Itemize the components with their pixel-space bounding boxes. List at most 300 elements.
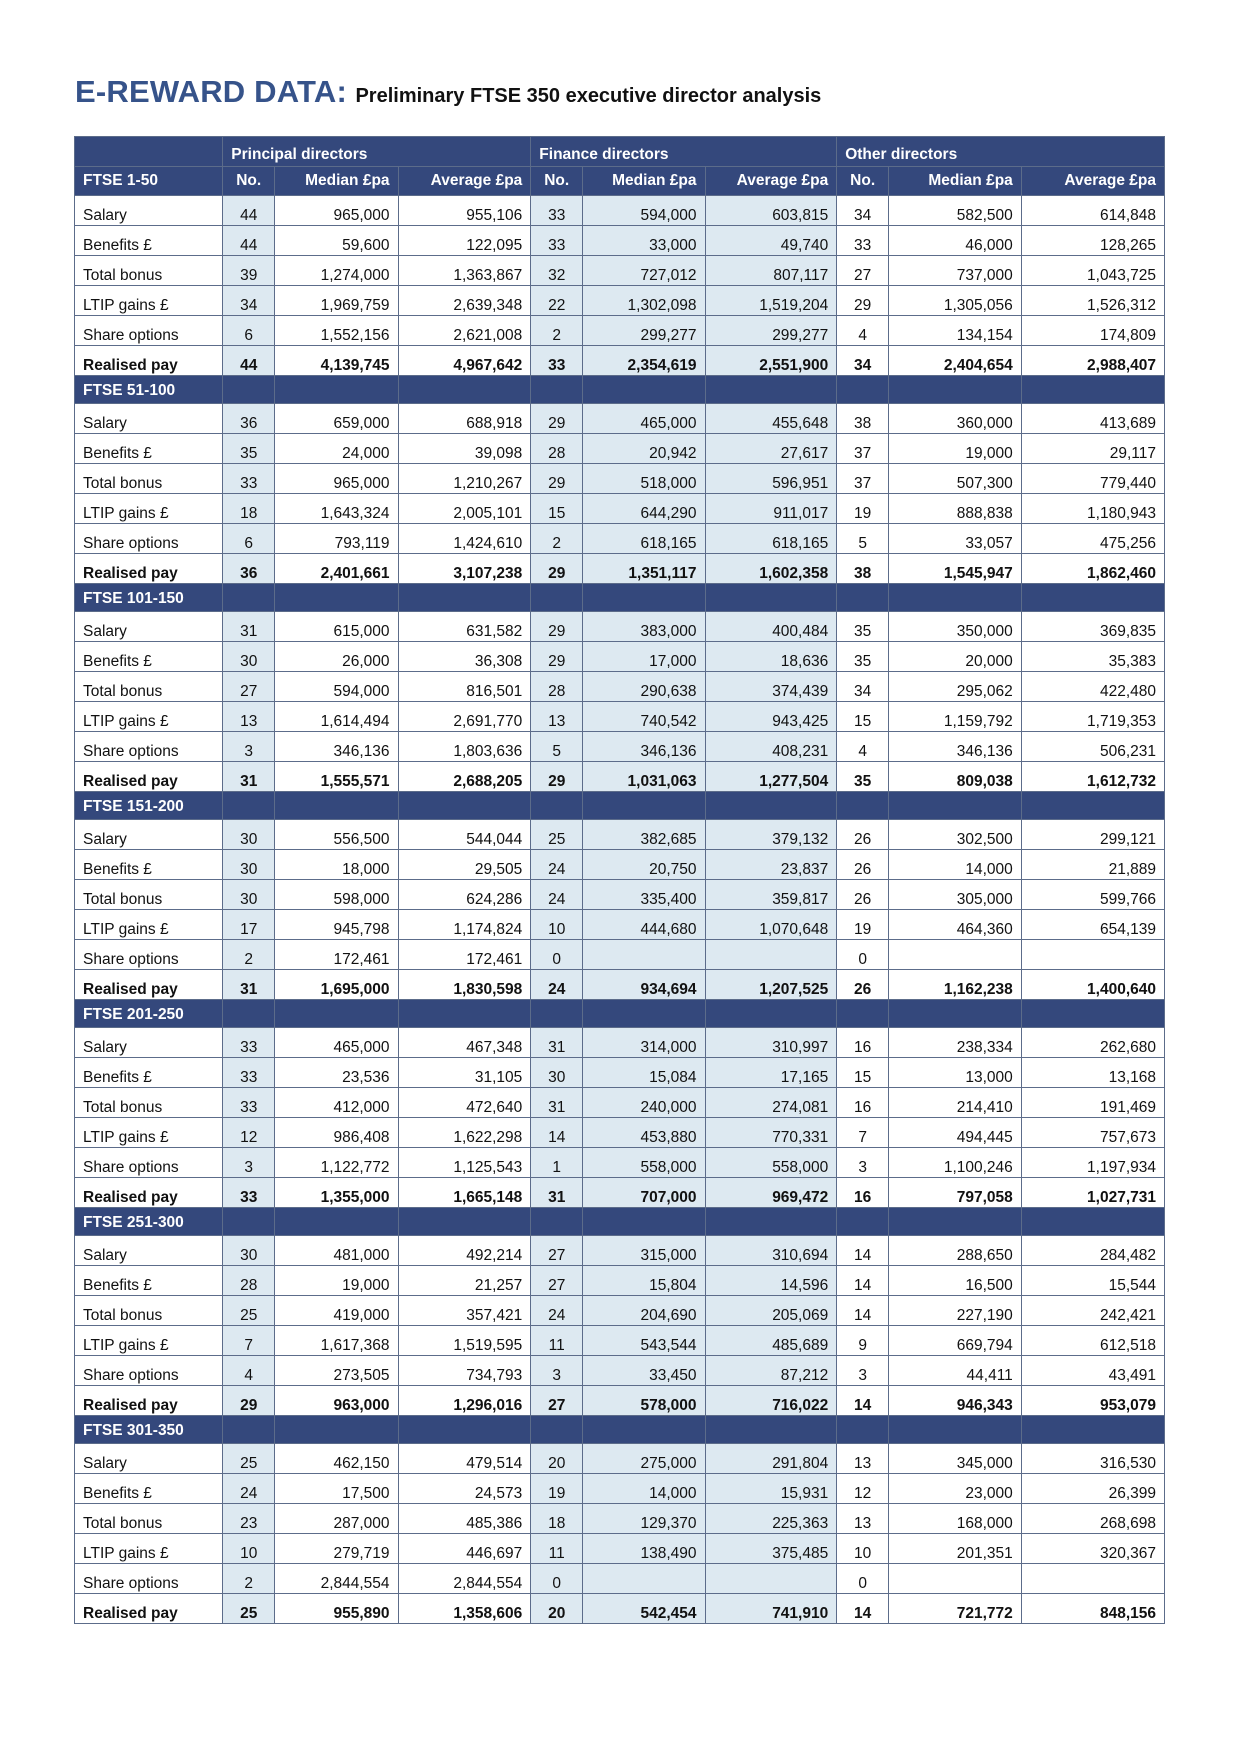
table-cell: 14 [531,1118,583,1148]
row-label: LTIP gains £ [75,702,223,732]
section-header-row [75,584,1165,612]
table-cell: 13 [531,702,583,732]
row-label: Share options [75,1148,223,1178]
table-cell: 422,480 [1021,672,1164,702]
table-cell: 29 [531,642,583,672]
table-cell: 205,069 [705,1296,837,1326]
table-cell: 1,174,824 [398,910,531,940]
table-cell: 1,519,204 [705,286,837,316]
table-cell: 36 [223,554,275,584]
row-label: Share options [75,940,223,970]
table-cell: 15,931 [705,1474,837,1504]
section-header-cell [583,584,705,612]
table-cell: 22 [531,286,583,316]
table-cell: 335,400 [583,880,705,910]
table-cell: 507,300 [889,464,1022,494]
table-cell: 543,544 [583,1326,705,1356]
table-cell: 969,472 [705,1178,837,1208]
table-cell: 1,031,063 [583,762,705,792]
section-header-cell [223,1416,275,1444]
table-cell: 350,000 [889,612,1022,642]
table-cell: 618,165 [583,524,705,554]
section-header-cell [583,1000,705,1028]
table-cell: 1,305,056 [889,286,1022,316]
table-cell: 204,690 [583,1296,705,1326]
table-cell: 7 [223,1326,275,1356]
row-label: Share options [75,524,223,554]
section-header-row [75,1416,1165,1444]
table-cell: 5 [837,524,889,554]
table-cell: 30 [531,1058,583,1088]
table-cell: 13,000 [889,1058,1022,1088]
table-cell: 446,697 [398,1534,531,1564]
section-header-cell [889,1208,1022,1236]
row-label: Total bonus [75,464,223,494]
table-cell: 29 [531,612,583,642]
table-cell: 14 [837,1296,889,1326]
table-cell: 30 [223,1236,275,1266]
table-row [75,820,1165,850]
table-cell: 33 [531,196,583,226]
group-header-row [75,137,1165,167]
table-cell: 24 [531,850,583,880]
table-cell: 30 [223,642,275,672]
table-row [75,910,1165,940]
table-body [75,196,1165,1624]
section-header-cell [583,792,705,820]
table-cell: 14,596 [705,1266,837,1296]
section-header-cell [889,1416,1022,1444]
section-header-cell [705,792,837,820]
table-cell: 34 [837,196,889,226]
table-cell: 35,383 [1021,642,1164,672]
table-cell: 1,100,246 [889,1148,1022,1178]
table-cell: 35 [223,434,275,464]
table-cell: 1,614,494 [275,702,398,732]
section-header-cell [398,376,531,404]
table-cell: 28 [531,434,583,464]
table-cell: 13 [837,1504,889,1534]
table-cell: 3 [223,732,275,762]
table-cell: 27 [223,672,275,702]
row-label: Salary [75,612,223,642]
table-row [75,1296,1165,1326]
table-cell: 11 [531,1326,583,1356]
table-cell: 174,809 [1021,316,1164,346]
table-cell: 168,000 [889,1504,1022,1534]
table-cell: 33 [223,1178,275,1208]
table-cell: 603,815 [705,196,837,226]
table-cell: 716,022 [705,1386,837,1416]
reward-table [74,136,1165,1624]
section-header-cell [889,376,1022,404]
row-label: Benefits £ [75,1266,223,1296]
col-average: Average £pa [705,167,837,196]
table-cell: 23,000 [889,1474,1022,1504]
table-cell: 518,000 [583,464,705,494]
table-cell: 1,355,000 [275,1178,398,1208]
table-cell: 1,617,368 [275,1326,398,1356]
table-cell: 1,424,610 [398,524,531,554]
row-label: Realised pay [75,970,223,1000]
table-cell: 0 [837,1564,889,1594]
table-cell: 33 [223,1088,275,1118]
table-cell: 741,910 [705,1594,837,1624]
table-cell: 305,000 [889,880,1022,910]
row-label: Total bonus [75,672,223,702]
table-cell: 15,544 [1021,1266,1164,1296]
table-cell: 31 [223,612,275,642]
row-label: Total bonus [75,1504,223,1534]
row-label: Benefits £ [75,850,223,880]
table-cell: 465,000 [583,404,705,434]
section-header-cell [837,584,889,612]
table-cell: 35 [837,642,889,672]
section-label-ftse-1-50: FTSE 1-50 [75,167,223,196]
section-header-cell [705,1208,837,1236]
table-cell: 33,000 [583,226,705,256]
table-cell: 24,000 [275,434,398,464]
table-cell: 16 [837,1088,889,1118]
table-cell: 9 [837,1326,889,1356]
table-cell: 986,408 [275,1118,398,1148]
table-row [75,1178,1165,1208]
table-cell: 134,154 [889,316,1022,346]
table-cell: 1,358,606 [398,1594,531,1624]
table-cell: 18,000 [275,850,398,880]
table-cell: 955,106 [398,196,531,226]
table-cell: 227,190 [889,1296,1022,1326]
table-cell: 2 [531,316,583,346]
table-cell: 6 [223,316,275,346]
section-header-cell [275,1416,398,1444]
table-cell [583,940,705,970]
table-cell: 1,351,117 [583,554,705,584]
table-cell: 1,803,636 [398,732,531,762]
table-cell: 14 [837,1266,889,1296]
table-cell: 14 [837,1236,889,1266]
table-cell: 19 [837,910,889,940]
section-header-cell [837,1208,889,1236]
row-label: Realised pay [75,1594,223,1624]
table-cell: 383,000 [583,612,705,642]
table-cell: 594,000 [583,196,705,226]
table-row [75,524,1165,554]
table-cell: 191,469 [1021,1088,1164,1118]
row-label: Benefits £ [75,1474,223,1504]
table-row [75,1356,1165,1386]
section-header-cell [531,584,583,612]
table-cell: 16 [837,1178,889,1208]
table-cell: 15,084 [583,1058,705,1088]
table-cell: 38 [837,404,889,434]
table-cell: 12 [223,1118,275,1148]
table-cell: 310,694 [705,1236,837,1266]
table-cell: 770,331 [705,1118,837,1148]
row-label: Salary [75,1444,223,1474]
table-cell: 1,363,867 [398,256,531,286]
table-cell: 13 [223,702,275,732]
table-cell: 31,105 [398,1058,531,1088]
table-cell: 27 [531,1266,583,1296]
table-cell: 965,000 [275,196,398,226]
table-cell: 2,551,900 [705,346,837,376]
table-cell: 544,044 [398,820,531,850]
table-cell: 316,530 [1021,1444,1164,1474]
table-cell: 357,421 [398,1296,531,1326]
table-cell: 2,354,619 [583,346,705,376]
table-cell: 807,117 [705,256,837,286]
table-cell: 30 [223,850,275,880]
row-label: Share options [75,1564,223,1594]
section-header-cell [1021,1416,1164,1444]
table-cell: 1,555,571 [275,762,398,792]
table-cell: 138,490 [583,1534,705,1564]
section-header-cell [223,1208,275,1236]
table-cell: 310,997 [705,1028,837,1058]
table-cell: 32 [531,256,583,286]
table-cell: 1,027,731 [1021,1178,1164,1208]
table-cell: 59,600 [275,226,398,256]
table-cell: 17,165 [705,1058,837,1088]
table-cell: 302,500 [889,820,1022,850]
table-row [75,1594,1165,1624]
table-cell: 1,159,792 [889,702,1022,732]
row-label: LTIP gains £ [75,910,223,940]
table-cell: 1,545,947 [889,554,1022,584]
col-median: Median £pa [583,167,705,196]
table-cell: 943,425 [705,702,837,732]
row-label: LTIP gains £ [75,494,223,524]
section-header-cell [583,376,705,404]
table-cell: 911,017 [705,494,837,524]
table-cell: 44 [223,346,275,376]
section-header-cell [1021,584,1164,612]
table-cell: 481,000 [275,1236,398,1266]
table-cell: 23 [223,1504,275,1534]
table-cell: 0 [531,1564,583,1594]
table-cell: 20,750 [583,850,705,880]
table-cell: 35 [837,612,889,642]
table-cell: 1,519,595 [398,1326,531,1356]
table-cell [705,1564,837,1594]
table-row [75,702,1165,732]
table-cell [889,940,1022,970]
table-cell: 26 [837,850,889,880]
section-header-cell [1021,1000,1164,1028]
table-cell: 1,162,238 [889,970,1022,1000]
table-cell: 4 [837,316,889,346]
table-row [75,762,1165,792]
table-cell: 33 [531,226,583,256]
table-cell: 1,296,016 [398,1386,531,1416]
section-header-cell [275,1000,398,1028]
table-cell: 779,440 [1021,464,1164,494]
row-label: Total bonus [75,256,223,286]
table-row [75,434,1165,464]
table-row [75,316,1165,346]
row-label: Benefits £ [75,434,223,464]
table-cell: 2,844,554 [398,1564,531,1594]
table-cell: 29 [837,286,889,316]
table-cell: 19 [531,1474,583,1504]
table-cell [889,1564,1022,1594]
table-cell: 375,485 [705,1534,837,1564]
col-average: Average £pa [398,167,531,196]
table-cell: 35 [837,762,889,792]
table-cell: 284,482 [1021,1236,1164,1266]
table-cell: 39 [223,256,275,286]
table-row [75,1564,1165,1594]
table-cell: 1,643,324 [275,494,398,524]
table-cell: 15,804 [583,1266,705,1296]
table-cell: 29 [531,404,583,434]
table-cell: 36 [223,404,275,434]
table-cell: 1,695,000 [275,970,398,1000]
table-cell: 1,526,312 [1021,286,1164,316]
table-cell: 848,156 [1021,1594,1164,1624]
table-cell: 29 [531,464,583,494]
table-cell: 4 [837,732,889,762]
table-cell: 472,640 [398,1088,531,1118]
row-label: Share options [75,316,223,346]
table-cell: 2,401,661 [275,554,398,584]
table-cell: 287,000 [275,1504,398,1534]
table-cell: 618,165 [705,524,837,554]
table-cell: 3 [223,1148,275,1178]
table-cell: 453,880 [583,1118,705,1148]
table-cell: 485,386 [398,1504,531,1534]
table-cell: 955,890 [275,1594,398,1624]
table-cell: 172,461 [275,940,398,970]
section-header-cell [837,376,889,404]
table-cell: 33 [837,226,889,256]
table-cell: 290,638 [583,672,705,702]
report-subtitle: Preliminary FTSE 350 executive director analysis [355,85,822,107]
table-cell: 542,454 [583,1594,705,1624]
table-cell: 24 [531,1296,583,1326]
table-cell: 558,000 [583,1148,705,1178]
table-cell: 2,844,554 [275,1564,398,1594]
table-row [75,850,1165,880]
table-cell: 37 [837,434,889,464]
table-cell: 43,491 [1021,1356,1164,1386]
table-cell: 27 [531,1386,583,1416]
table-cell: 19 [837,494,889,524]
table-cell: 33 [223,464,275,494]
table-cell: 2,988,407 [1021,346,1164,376]
table-cell: 262,680 [1021,1028,1164,1058]
table-cell: 612,518 [1021,1326,1164,1356]
table-cell: 345,000 [889,1444,1022,1474]
table-row [75,346,1165,376]
table-cell: 11 [531,1534,583,1564]
row-label: Share options [75,1356,223,1386]
table-cell: 953,079 [1021,1386,1164,1416]
table-cell: 29 [531,762,583,792]
table-cell: 485,689 [705,1326,837,1356]
table-cell: 419,000 [275,1296,398,1326]
table-cell: 1,125,543 [398,1148,531,1178]
table-cell: 1 [531,1148,583,1178]
table-cell: 816,501 [398,672,531,702]
table-cell: 558,000 [705,1148,837,1178]
row-label: Realised pay [75,554,223,584]
table-cell: 33,057 [889,524,1022,554]
table-cell: 26,000 [275,642,398,672]
table-cell: 25 [223,1444,275,1474]
table-cell: 757,673 [1021,1118,1164,1148]
table-cell: 382,685 [583,820,705,850]
table-cell: 34 [837,672,889,702]
table-cell: 578,000 [583,1386,705,1416]
table-cell: 465,000 [275,1028,398,1058]
table-cell [1021,940,1164,970]
section-label: FTSE 301-350 [75,1416,223,1444]
table-cell: 44,411 [889,1356,1022,1386]
table-row [75,970,1165,1000]
col-median: Median £pa [275,167,398,196]
section-header-cell [223,792,275,820]
table-cell: 31 [223,970,275,1000]
table-cell: 2 [531,524,583,554]
table-cell: 945,798 [275,910,398,940]
table-row [75,1504,1165,1534]
section-header-cell [705,1416,837,1444]
table-cell: 299,277 [705,316,837,346]
table-row [75,404,1165,434]
table-cell: 346,136 [583,732,705,762]
table-cell: 2 [223,1564,275,1594]
table-row [75,1118,1165,1148]
table-cell: 14,000 [889,850,1022,880]
table-cell: 934,694 [583,970,705,1000]
table-cell: 721,772 [889,1594,1022,1624]
table-cell [1021,1564,1164,1594]
table-cell: 214,410 [889,1088,1022,1118]
table-cell: 400,484 [705,612,837,642]
section-header-cell [705,584,837,612]
section-header-row [75,376,1165,404]
group-finance-directors: Finance directors [531,137,837,167]
section-header-row [75,1000,1165,1028]
table-cell: 594,000 [275,672,398,702]
table-cell: 3,107,238 [398,554,531,584]
section-header-cell [223,376,275,404]
table-row [75,1148,1165,1178]
table-cell: 39,098 [398,434,531,464]
table-cell: 26,399 [1021,1474,1164,1504]
table-cell: 24 [223,1474,275,1504]
row-label: Benefits £ [75,226,223,256]
table-cell: 26 [837,880,889,910]
table-row [75,1534,1165,1564]
section-header-cell [398,1000,531,1028]
table-row [75,1326,1165,1356]
table-cell: 122,095 [398,226,531,256]
table-row [75,642,1165,672]
table-cell: 314,000 [583,1028,705,1058]
row-label: Total bonus [75,880,223,910]
table-cell: 49,740 [705,226,837,256]
table-cell: 25 [223,1594,275,1624]
table-cell: 1,830,598 [398,970,531,1000]
table-cell: 20,000 [889,642,1022,672]
table-cell: 2,621,008 [398,316,531,346]
table-cell: 4 [223,1356,275,1386]
table-row [75,1474,1165,1504]
table-cell: 274,081 [705,1088,837,1118]
